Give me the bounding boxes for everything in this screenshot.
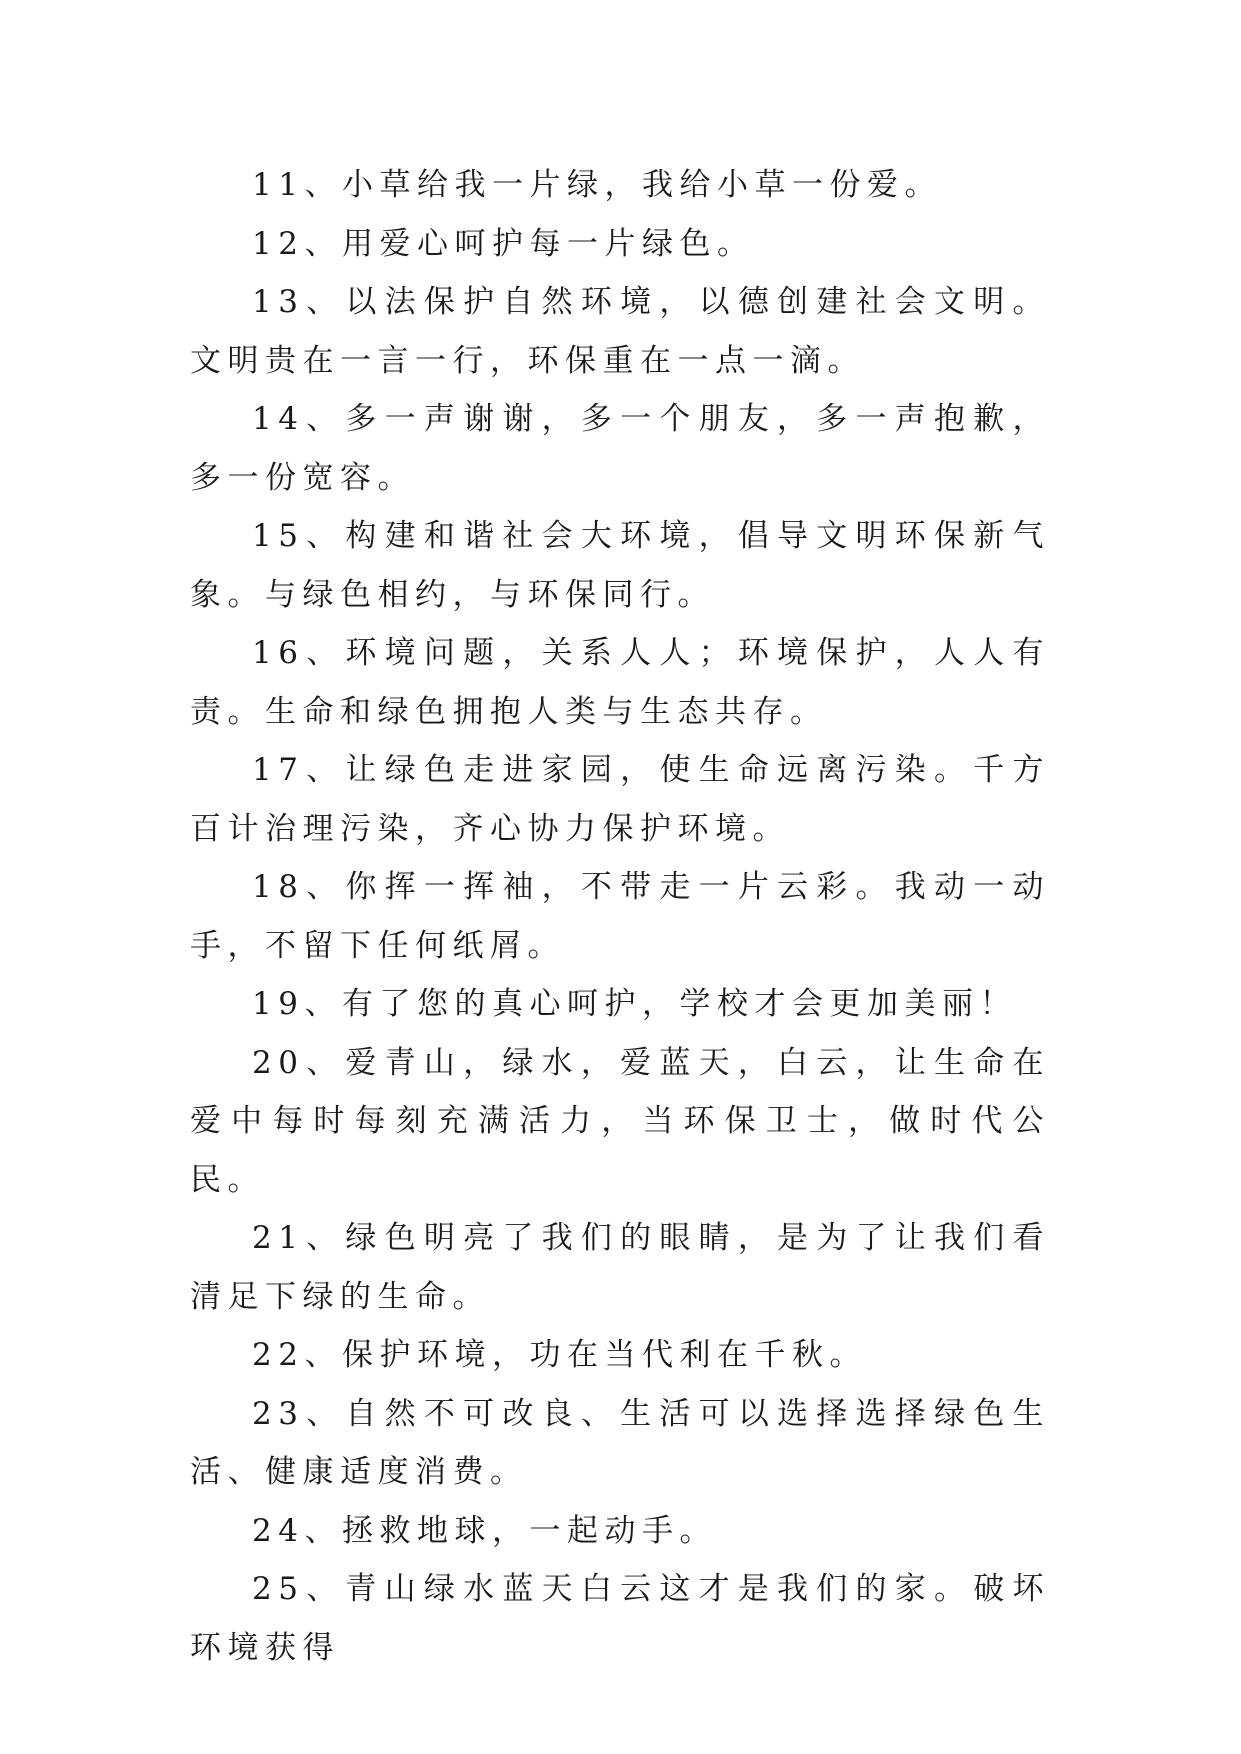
paragraph-16: 16、环境问题，关系人人；环境保护，人人有责。生命和绿色拥抱人类与生态共存。 bbox=[190, 635, 1050, 730]
paragraph-20: 20、爱青山，绿水，爱蓝天，白云，让生命在爱中每时每刻充满活力，当环保卫士，做时代公民。 bbox=[190, 1044, 1050, 1198]
paragraph-13: 13、以法保护自然环境，以德创建社会文明。文明贵在一言一行，环保重在一点一滴。 bbox=[190, 284, 1050, 379]
paragraph-17: 17、让绿色走进家园，使生命远离污染。千方百计治理污染，齐心协力保护环境。 bbox=[190, 752, 1050, 847]
paragraph-25: 25、青山绿水蓝天白云这才是我们的家。破坏环境获得 bbox=[190, 1571, 1050, 1666]
paragraph-15: 15、构建和谐社会大环境，倡导文明环保新气象。与绿色相约，与环保同行。 bbox=[190, 518, 1050, 613]
paragraph-11: 11、小草给我一片绿，我给小草一份爱。 bbox=[252, 167, 942, 203]
paragraph-19: 19、有了您的真心呵护，学校才会更加美丽！ bbox=[252, 986, 1017, 1022]
paragraph-18: 18、你挥一挥袖，不带走一片云彩。我动一动手，不留下任何纸屑。 bbox=[190, 869, 1050, 964]
paragraph-21: 21、绿色明亮了我们的眼睛，是为了让我们看清足下绿的生命。 bbox=[190, 1220, 1050, 1315]
paragraph-12: 12、用爱心呵护每一片绿色。 bbox=[252, 225, 755, 262]
document-body bbox=[190, 156, 1050, 1677]
paragraph-22: 22、保护环境，功在当代利在千秋。 bbox=[252, 1337, 867, 1373]
paragraph-24: 24、拯救地球，一起动手。 bbox=[252, 1512, 717, 1549]
paragraph-14: 14、多一声谢谢，多一个朋友，多一声抱歉，多一份宽容。 bbox=[190, 401, 1050, 496]
paragraph-23: 23、自然不可改良、生活可以选择选择绿色生活、健康适度消费。 bbox=[190, 1395, 1050, 1490]
